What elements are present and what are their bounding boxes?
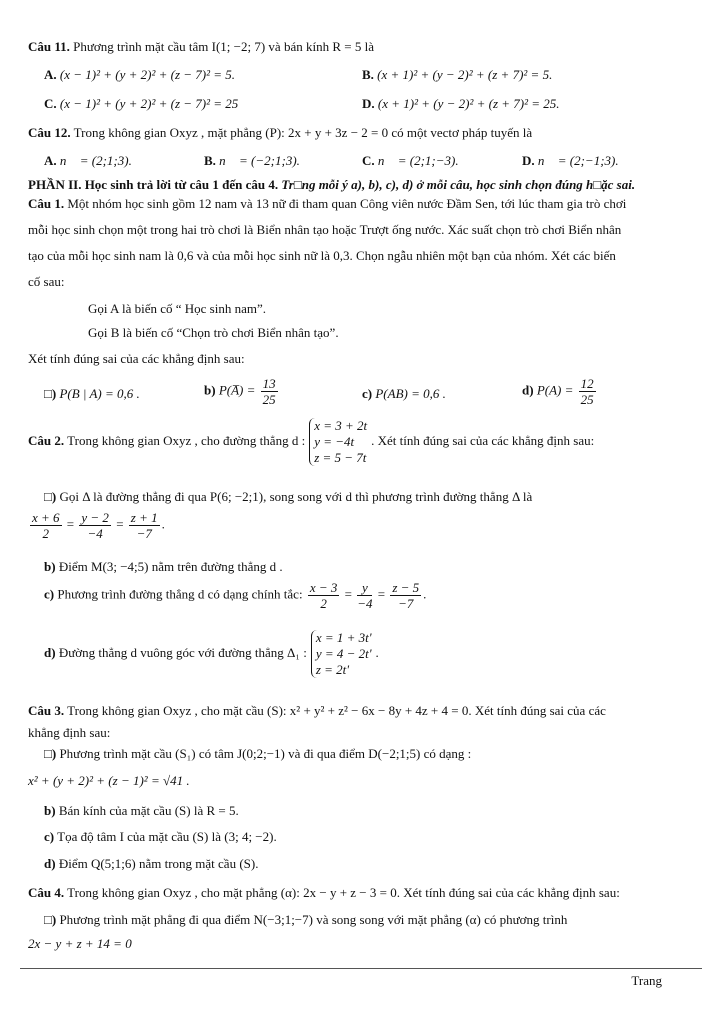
denominator: −4: [357, 596, 373, 611]
fraction: [357, 580, 372, 611]
c2-statement-a: [44, 488, 702, 505]
statement-label: c): [44, 586, 55, 602]
c2-statement-d: d) Đường thẳng d vuông góc với đường thẳng Δ₁ : x = 1 + 3t' y = 4 − 2t' z = 2t' .: [44, 630, 379, 677]
statement-text: Bán kính của mặt cầu (S) là R = 5.: [55, 803, 239, 818]
numerator: 13: [262, 376, 276, 391]
statement-label: b): [204, 382, 216, 398]
part2-title: PHẦN II. Học sinh trả lời từ câu 1 đến câu 4.: [28, 177, 279, 192]
q11-stem: [28, 38, 702, 55]
numerator: y: [357, 580, 372, 596]
footer-divider: [20, 968, 702, 969]
numerator: z + 1: [130, 510, 158, 525]
c2-statement-b: [44, 558, 702, 575]
numerator: 12: [580, 376, 594, 391]
q11-option-d: [362, 95, 560, 112]
c2-statement-a-equation: $\frac{x + 6}{2}$ = $\frac{y - 2}{-4}$ = $\frac{z + 1}{-7}$ .: [32, 510, 165, 541]
system-row: x = 3 + 2t: [314, 418, 368, 433]
option-label: A.: [44, 153, 57, 168]
denominator: 2: [320, 596, 327, 611]
q11-option-c: [44, 95, 238, 112]
c4-title: Câu 4.: [28, 885, 65, 900]
statement-text: P(AB) = 0,6 .: [372, 386, 446, 401]
option-text: n⃗ = (2;1;−3).: [374, 153, 459, 168]
c3-statement-a: [44, 745, 702, 762]
statement-text: Phương trình đường thẳng d có dạng chính tắc:: [54, 586, 303, 602]
c3-statement-d: [44, 855, 702, 872]
c1-text: Một nhóm học sinh gồm 12 nam và 13 nữ đi tham quan Công viên nước Đầm Sen, tới lúc tham gia trò chơi: [64, 196, 627, 211]
statement-label: c): [362, 386, 373, 401]
statement-label: d): [522, 382, 534, 398]
option-label: B.: [204, 153, 216, 168]
fraction: [579, 376, 596, 407]
statement-label: b): [44, 803, 56, 818]
c3-line1: [28, 702, 702, 719]
statement-label: □): [44, 386, 57, 401]
numerator: z − 5: [392, 580, 420, 595]
numerator: x + 6: [32, 510, 60, 525]
c3-line2: khẳng định sau:: [28, 725, 111, 740]
denominator: 25: [580, 392, 594, 407]
option-text: (x + 1)² + (y − 2)² + (z + 7)² = 5.: [373, 67, 553, 82]
fraction: [79, 510, 111, 541]
c4-statement-a-equation: 2x − y + z + 14 = 0: [28, 936, 132, 951]
c4-stem: [28, 884, 702, 901]
c1-line4: cố sau:: [28, 274, 65, 289]
q12-option-c: [362, 152, 459, 169]
page-footer-label: Trang: [631, 973, 662, 988]
statement-label: d): [44, 856, 56, 871]
c2-line-system: [309, 418, 367, 466]
statement-label: d): [44, 644, 56, 660]
statement-label: □): [44, 489, 57, 504]
c2-stem: [28, 418, 702, 466]
c2-statement-c: c) Phương trình đường thẳng d có dạng chính tắc: $\frac{x - 3}{2}$ = $\frac{y}{-4}$ = $\frac{z - 5}{-7}$ .: [44, 580, 427, 611]
option-text: (x − 1)² + (y + 2)² + (z − 7)² = 25: [56, 96, 239, 111]
option-text: n⃗ = (2;−1;3).: [534, 153, 619, 168]
denominator: 25: [262, 392, 276, 407]
c1-statement-c: [362, 385, 446, 402]
fraction: [390, 580, 421, 611]
statement-text: Phương trình mặt cầu (S₁) có tâm J(0;2;−1) và đi qua điểm D(−2;1;5) có dạng :: [56, 746, 472, 761]
c3-text: Trong không gian Oxyz , cho mặt cầu (S): x² + y² + z² − 6x − 8y + 4z + 4 = 0. Xét tính đúng sai của các: [64, 703, 606, 718]
c3-statement-a-equation: x² + (y + 2)² + (z − 1)² = √41 .: [28, 773, 190, 788]
option-label: B.: [362, 67, 374, 82]
c2-tail: . Xét tính đúng sai của các khẳng định sau:: [371, 432, 595, 448]
c2-text: Trong không gian Oxyz , cho đường thẳng d :: [64, 432, 306, 448]
statement-text: Tọa độ tâm I của mặt cầu (S) là (3; 4; −2).: [54, 829, 277, 844]
c1-line1: [28, 195, 702, 212]
q12-title: Câu 12.: [28, 125, 71, 140]
c1-line3: tạo của mỗi học sinh nam là 0,6 và của mỗi học sinh nữ là 0,3. Chọn ngẫu nhiên một bạn của nhóm. Xét các biến: [28, 248, 616, 263]
option-label: A.: [44, 67, 57, 82]
c1-line2: mỗi học sinh chọn một trong hai trò chơi là Biển nhân tạo hoặc Trượt ống nước. Xác suất chọn trò chơi Biển nhân: [28, 222, 622, 237]
fraction: [261, 376, 278, 407]
option-text: (x − 1)² + (y + 2)² + (z − 7)² = 5.: [56, 67, 236, 82]
system-row: x = 1 + 3t': [315, 630, 372, 645]
statement-text: P(A) =: [533, 382, 577, 398]
c1-event-b: Gọi B là biến cố “Chọn trò chơi Biển nhân tạo”.: [88, 325, 339, 340]
c1-event-a: Gọi A là biến cố “ Học sinh nam”.: [88, 301, 266, 316]
c1-prompt: Xét tính đúng sai của các khẳng định sau:: [28, 351, 245, 366]
q11-text: Phương trình mặt cầu tâm I(1; −2; 7) và bán kính R = 5 là: [69, 39, 374, 54]
statement-text: Đường thẳng d vuông góc với đường thẳng Δ₁ :: [55, 644, 307, 660]
statement-label: b): [44, 559, 56, 574]
system-row: y = 4 − 2t': [315, 646, 372, 661]
part2-heading: [28, 176, 702, 193]
option-label: C.: [362, 153, 375, 168]
c3-statement-c: [44, 828, 702, 845]
fraction: [308, 580, 340, 611]
denominator: −7: [398, 596, 414, 611]
option-label: C.: [44, 96, 57, 111]
system-row: y = −4t: [314, 434, 355, 449]
c2-delta-system: [311, 630, 372, 678]
fraction: [129, 510, 160, 541]
statement-text: Điểm Q(5;1;6) nằm trong mặt cầu (S).: [55, 856, 259, 871]
statement-text: P(A̅) =: [215, 382, 259, 398]
q12-option-b: [204, 152, 300, 169]
denominator: −7: [136, 526, 152, 541]
q12-stem: [28, 124, 702, 141]
part2-instruction: Tr□ng mỗi ý a), b), c), d) ở mỗi câu, học sinh chọn đúng h□ặc sai.: [278, 177, 636, 192]
q12-text: Trong không gian Oxyz , mặt phẳng (P): 2x + y + 3z − 2 = 0 có một vectơ pháp tuyến là: [70, 125, 533, 140]
statement-label: c): [44, 829, 55, 844]
option-text: n⃗ = (2;1;3).: [56, 153, 132, 168]
statement-text: P(B | A) = 0,6 .: [56, 386, 140, 401]
system-row: z = 5 − 7t: [314, 450, 367, 465]
c1-title: Câu 1.: [28, 196, 65, 211]
q12-option-d: [522, 152, 619, 169]
numerator: x − 3: [309, 580, 338, 595]
c1-statement-a: [44, 385, 140, 402]
statement-text: Gọi Δ là đường thẳng đi qua P(6; −2;1), song song với d thì phương trình đường thẳng Δ là: [56, 489, 533, 504]
c4-text: Trong không gian Oxyz , cho mặt phẳng (α): 2x − y + z − 3 = 0. Xét tính đúng sai của các khẳng định sau:: [64, 885, 620, 900]
system-row: z = 2t': [315, 662, 350, 677]
q11-title: Câu 11.: [28, 39, 70, 54]
numerator: y − 2: [81, 510, 109, 525]
statement-text: Phương trình mặt phẳng đi qua điểm N(−3;1;−7) và song song với mặt phẳng (α) có phương trình: [56, 912, 568, 927]
q11-option-b: [362, 66, 552, 83]
option-text: n⃗ = (−2;1;3).: [215, 153, 300, 168]
q12-option-a: [44, 152, 132, 169]
option-label: D.: [362, 96, 375, 111]
c3-statement-b: [44, 802, 702, 819]
statement-label: □): [44, 746, 57, 761]
c4-statement-a: [44, 911, 702, 928]
c2-title: Câu 2.: [28, 432, 65, 448]
option-label: D.: [522, 153, 535, 168]
statement-text: Điểm M(3; −4;5) nằm trên đường thẳng d .: [55, 559, 283, 574]
statement-label: □): [44, 912, 57, 927]
option-text: (x + 1)² + (y − 2)² + (z + 7)² = 25.: [374, 96, 560, 111]
q11-option-a: [44, 66, 235, 83]
fraction: [30, 510, 62, 541]
denominator: 2: [42, 526, 50, 541]
c3-title: Câu 3.: [28, 703, 65, 718]
c1-statement-b: [204, 376, 280, 407]
c1-statement-d: [522, 376, 598, 407]
denominator: −4: [87, 526, 103, 541]
